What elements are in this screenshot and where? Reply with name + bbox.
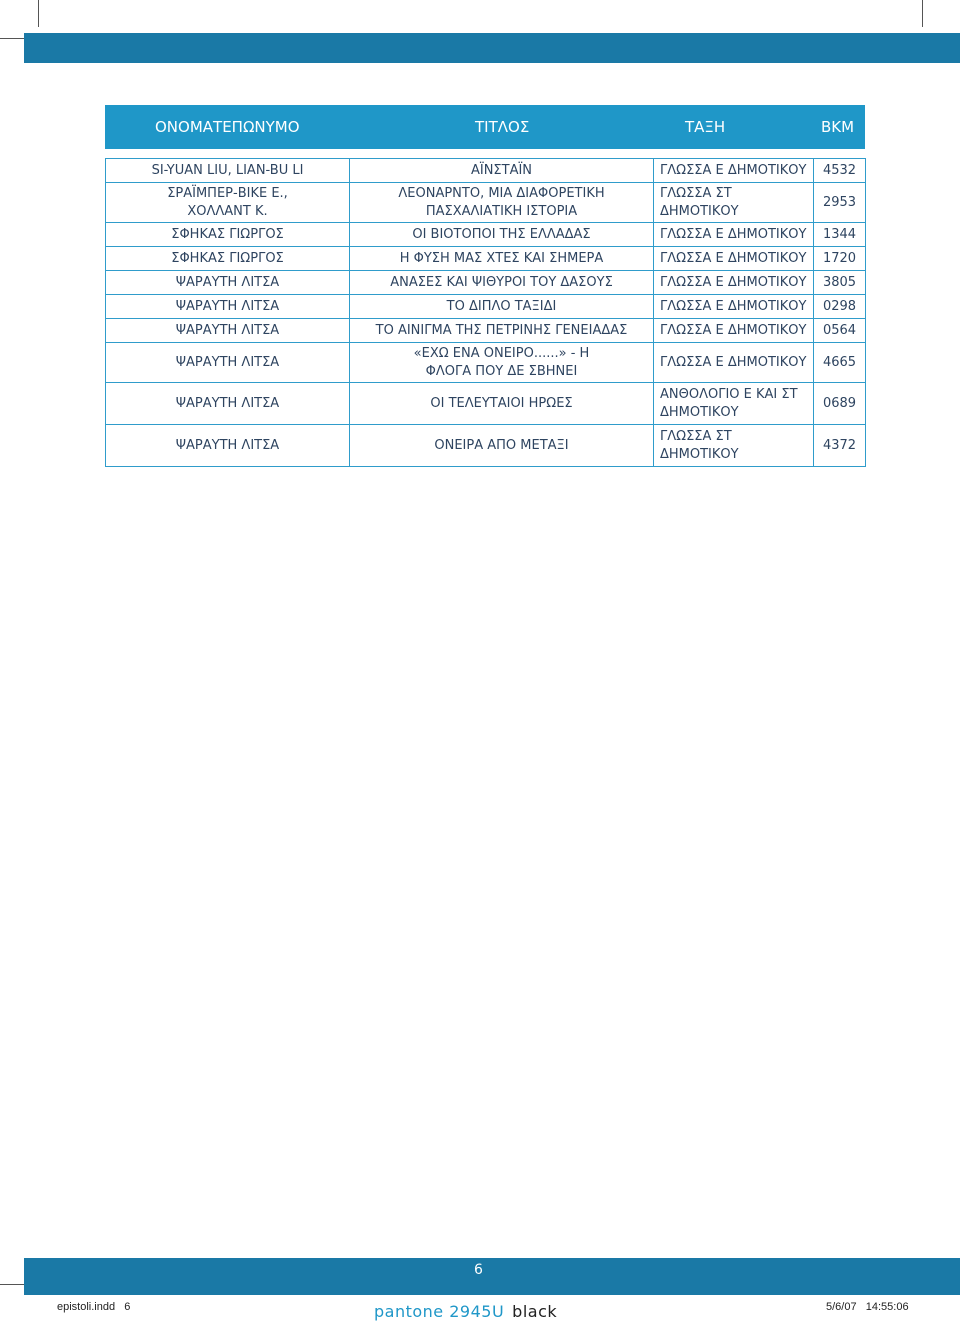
crop-mark — [38, 0, 39, 27]
cell-code: 1344 — [814, 223, 866, 247]
cell-class: ΓΛΩΣΣΑ Ε ΔΗΜΟΤΙΚΟΥ — [654, 295, 814, 319]
table-row — [106, 425, 866, 467]
pantone-black: black — [512, 1302, 558, 1321]
table-row — [106, 159, 866, 183]
cell-name: SI-YUAN LIU, LIAN-BU LI — [106, 159, 350, 183]
table-body — [105, 158, 866, 467]
cell-class: ΓΛΩΣΣΑ Ε ΔΗΜΟΤΙΚΟΥ — [654, 271, 814, 295]
slug-timestamp: 5/6/07 14:55:06 — [826, 1301, 909, 1313]
table-row — [106, 271, 866, 295]
table-row — [106, 295, 866, 319]
cell-code: 2953 — [814, 183, 866, 223]
cell-title: ΤΟ ΑΙΝΙΓΜΑ ΤΗΣ ΠΕΤΡΙΝΗΣ ΓΕΝΕΙΑΔΑΣ — [350, 319, 654, 343]
header-title: ΤΙΤΛΟΣ — [475, 118, 530, 136]
cell-title: ΑΪΝΣΤΑΪΝ — [350, 159, 654, 183]
cell-class: ΓΛΩΣΣΑ Ε ΔΗΜΟΤΙΚΟΥ — [654, 247, 814, 271]
cell-class-text: ΑΝΘΟΛΟΓΙΟ Ε ΚΑΙ ΣΤ ΔΗΜΟΤΙΚΟΥ — [660, 386, 798, 420]
cell-name: ΨΑΡΑΥΤΗ ΛΙΤΣΑ — [106, 425, 350, 467]
cell-code: 4665 — [814, 343, 866, 383]
cell-code: 0298 — [814, 295, 866, 319]
crop-mark — [0, 1284, 24, 1285]
table-row — [106, 223, 866, 247]
table-row — [106, 319, 866, 343]
cell-name: ΨΑΡΑΥΤΗ ΛΙΤΣΑ — [106, 271, 350, 295]
pantone-label — [374, 1302, 557, 1321]
cell-title-text: ΛΕΟΝΑΡΝΤΟ, ΜΙΑ ΔΙΑΦΟΡΕΤΙΚΗ ΠΑΣΧΑΛΙΑΤΙΚΗ ΙΣΤΟΡΙΑ — [398, 185, 605, 219]
cell-class — [654, 383, 814, 425]
cell-class: ΓΛΩΣΣΑ Ε ΔΗΜΟΤΙΚΟΥ — [654, 343, 814, 383]
cell-name: ΨΑΡΑΥΤΗ ΛΙΤΣΑ — [106, 343, 350, 383]
cell-name: ΨΑΡΑΥΤΗ ΛΙΤΣΑ — [106, 319, 350, 343]
page-number: 6 — [474, 1262, 483, 1278]
cell-class: ΓΛΩΣΣΑ Ε ΔΗΜΟΤΙΚΟΥ — [654, 319, 814, 343]
cell-name: ΣΦΗΚΑΣ ΓΙΩΡΓΟΣ — [106, 247, 350, 271]
table-row — [106, 183, 866, 223]
cell-title: ΟΙ ΤΕΛΕΥΤΑΙΟΙ ΗΡΩΕΣ — [350, 383, 654, 425]
crop-mark — [922, 0, 923, 27]
cell-name: ΣΦΗΚΑΣ ΓΙΩΡΓΟΣ — [106, 223, 350, 247]
cell-code: 4532 — [814, 159, 866, 183]
cell-code: 1720 — [814, 247, 866, 271]
cell-name — [106, 183, 350, 223]
pantone-color: pantone 2945U — [374, 1302, 505, 1321]
cell-class-text: ΓΛΩΣΣΑ ΣΤ ΔΗΜΟΤΙΚΟΥ — [660, 428, 739, 462]
slug-filename: epistoli.indd 6 — [57, 1301, 131, 1313]
table-row — [106, 343, 866, 383]
cell-class — [654, 183, 814, 223]
cell-code: 3805 — [814, 271, 866, 295]
header-class: ΤΑΞΗ — [685, 118, 726, 136]
cell-class — [654, 425, 814, 467]
cell-title: ΑΝΑΣΕΣ ΚΑΙ ΨΙΘΥΡΟΙ ΤΟΥ ΔΑΣΟΥΣ — [350, 271, 654, 295]
cell-title: ΟΙ ΒΙΟΤΟΠΟΙ ΤΗΣ ΕΛΛΑΔΑΣ — [350, 223, 654, 247]
cell-title: Η ΦΥΣΗ ΜΑΣ ΧΤΕΣ ΚΑΙ ΣΗΜΕΡΑ — [350, 247, 654, 271]
cell-code: 0564 — [814, 319, 866, 343]
header-name: ΟΝΟΜΑΤΕΠΩΝΥΜΟ — [155, 118, 300, 136]
top-color-band — [24, 33, 960, 63]
table-row — [106, 383, 866, 425]
cell-title — [350, 343, 654, 383]
cell-code: 0689 — [814, 383, 866, 425]
cell-name: ΨΑΡΑΥΤΗ ΛΙΤΣΑ — [106, 383, 350, 425]
crop-mark — [0, 38, 24, 39]
cell-class: ΓΛΩΣΣΑ Ε ΔΗΜΟΤΙΚΟΥ — [654, 159, 814, 183]
bottom-color-band — [24, 1258, 960, 1295]
cell-title-text: «ΕΧΩ ΕΝΑ ΟΝΕΙΡΟ......» - Η ΦΛΟΓΑ ΠΟΥ ΔΕ ΣΒΗΝΕΙ — [413, 345, 590, 379]
cell-class: ΓΛΩΣΣΑ Ε ΔΗΜΟΤΙΚΟΥ — [654, 223, 814, 247]
cell-class-text: ΓΛΩΣΣΑ ΣΤ ΔΗΜΟΤΙΚΟΥ — [660, 185, 739, 219]
cell-title: ΟΝΕΙΡΑ ΑΠΟ ΜΕΤΑΞΙ — [350, 425, 654, 467]
cell-title — [350, 183, 654, 223]
cell-name: ΨΑΡΑΥΤΗ ΛΙΤΣΑ — [106, 295, 350, 319]
table-row — [106, 247, 866, 271]
cell-title: ΤΟ ΔΙΠΛΟ ΤΑΞΙΔΙ — [350, 295, 654, 319]
table-header — [105, 105, 865, 149]
book-table — [105, 105, 865, 467]
cell-code: 4372 — [814, 425, 866, 467]
header-code: ΒΚΜ — [821, 118, 855, 136]
cell-name-text: ΣΡΑΪΜΠΕΡ-ΒΙΚΕ Ε., ΧΟΛΛΑΝΤ Κ. — [167, 185, 288, 219]
